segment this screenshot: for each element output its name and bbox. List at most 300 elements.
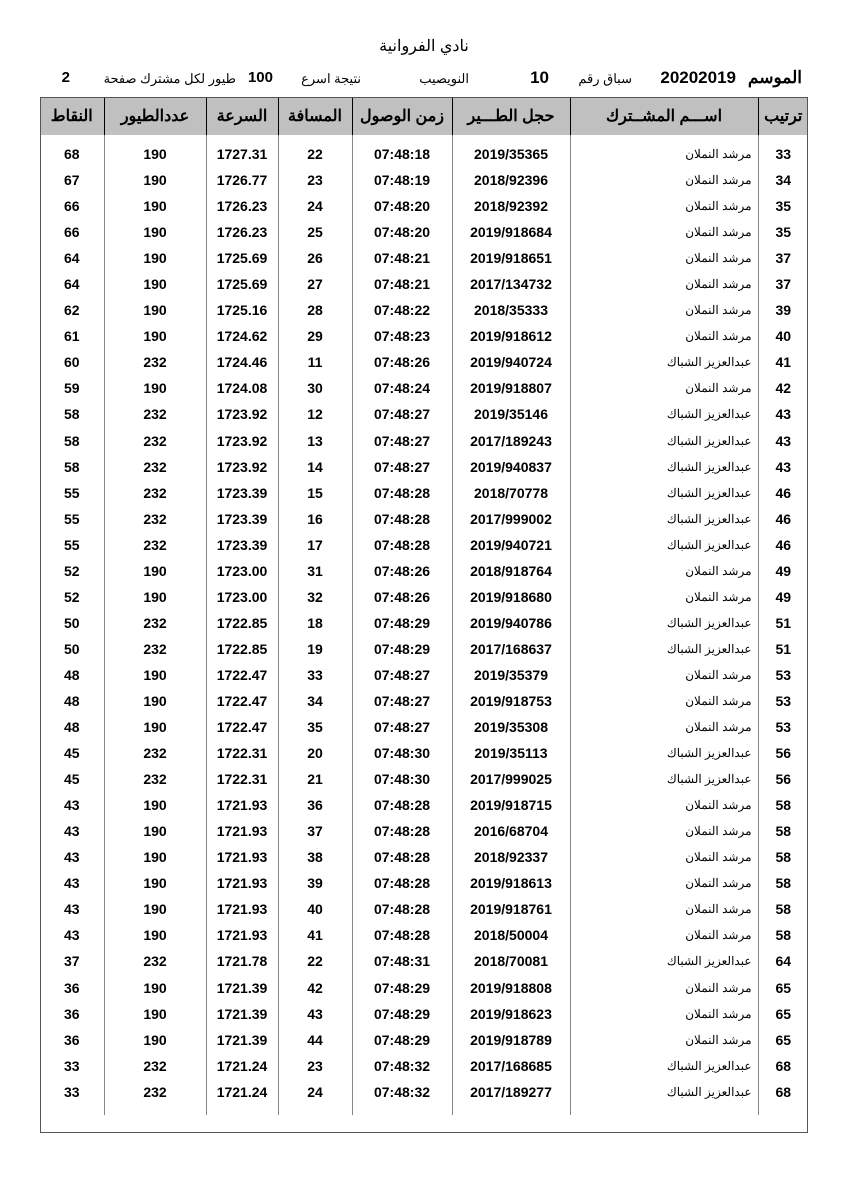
cell-rank: 58 [758,922,808,948]
cell-member: عبدالعزيز الشباك [570,610,758,636]
cell-distance: 16 [278,506,352,532]
cell-birds: 232 [104,1053,206,1079]
cell-rank: 39 [758,297,808,323]
cell-rank: 58 [758,844,808,870]
cell-distance: 40 [278,896,352,922]
cell-arrival: 07:48:18 [352,141,452,167]
cell-birds: 232 [104,428,206,454]
table-row [40,714,808,740]
cell-points: 36 [63,1005,80,1022]
cell-speed: 1721.24 [206,1079,278,1105]
cell-member: عبدالعزيز الشباك [570,506,758,532]
cell-member: عبدالعزيز الشباك [570,401,758,427]
cell-arrival: 07:48:30 [352,766,452,792]
col-ring-header: حجل الطـــير [452,97,570,135]
cell-distance: 36 [278,792,352,818]
table-row [40,141,808,167]
cell-speed: 1721.39 [206,975,278,1001]
cell-member: مرشد النملان [570,662,758,688]
cell-rank: 43 [758,401,808,427]
cell-points: 33 [63,1083,80,1100]
cell-birds: 232 [104,454,206,480]
cell-rank: 68 [758,1053,808,1079]
cell-distance: 24 [278,193,352,219]
cell-points: 43 [63,927,80,944]
cell-arrival: 07:48:23 [352,323,452,349]
cell-ring: 2019/918684 [452,219,570,245]
cell-birds: 190 [104,141,206,167]
cell-speed: 1723.39 [206,506,278,532]
cell-member: مرشد النملان [570,584,758,610]
cell-points: 48 [63,693,80,709]
cell-rank: 58 [758,896,808,922]
table-row [40,636,808,662]
cell-speed: 1721.93 [206,870,278,896]
cell-birds: 232 [104,401,206,427]
cell-points: 68 [63,146,80,163]
cell-arrival: 07:48:21 [352,271,452,297]
cell-speed: 1721.24 [206,1053,278,1079]
table-row [40,245,808,271]
col-member-header: اســـم المشــترك [570,97,758,135]
cell-ring: 2019/918807 [452,375,570,401]
cell-member: عبدالعزيز الشباك [570,428,758,454]
cell-ring: 2019/918761 [452,896,570,922]
cell-rank: 41 [758,349,808,375]
cell-arrival: 07:48:27 [352,401,452,427]
cell-ring: 2019/918613 [452,870,570,896]
cell-rank: 43 [758,454,808,480]
cell-points: 43 [63,849,80,866]
cell-distance: 44 [278,1027,352,1053]
cell-birds: 190 [104,193,206,219]
race-info-line [0,68,848,92]
cell-member: مرشد النملان [570,219,758,245]
cell-rank: 37 [758,245,808,271]
cell-arrival: 07:48:28 [352,506,452,532]
cell-member: مرشد النملان [570,818,758,844]
cell-speed: 1721.93 [206,922,278,948]
cell-points: 58 [63,458,80,475]
cell-birds: 190 [104,245,206,271]
cell-rank: 42 [758,375,808,401]
table-row [40,349,808,375]
table-row [40,948,808,974]
cell-speed: 1723.39 [206,532,278,558]
cell-member: مرشد النملان [570,245,758,271]
col-points-header: النقاط [40,97,104,135]
cell-speed: 1722.31 [206,766,278,792]
cell-speed: 1725.69 [206,271,278,297]
cell-points: 55 [63,536,80,553]
cell-ring: 2018/92337 [452,844,570,870]
fastest-label: نتيجة اسرع [301,71,361,86]
cell-speed: 1721.93 [206,818,278,844]
cell-ring: 2017/168637 [452,636,570,662]
cell-arrival: 07:48:28 [352,870,452,896]
cell-member: مرشد النملان [570,1001,758,1027]
cell-distance: 24 [278,1079,352,1105]
cell-rank: 49 [758,584,808,610]
season-value: 20202019 [660,68,736,87]
cell-distance: 13 [278,428,352,454]
cell-ring: 2019/35365 [452,141,570,167]
table-row [40,1079,808,1105]
cell-distance: 23 [278,1053,352,1079]
table-row [40,870,808,896]
table-row [40,584,808,610]
cell-arrival: 07:48:28 [352,480,452,506]
cell-points: 59 [63,380,80,397]
table-row [40,454,808,480]
cell-speed: 1725.16 [206,297,278,323]
table-row [40,219,808,245]
cell-speed: 1725.69 [206,245,278,271]
cell-distance: 39 [278,870,352,896]
cell-points: 50 [63,614,80,631]
cell-member: مرشد النملان [570,375,758,401]
cell-arrival: 07:48:26 [352,584,452,610]
cell-arrival: 07:48:30 [352,740,452,766]
cell-points: 52 [63,562,80,579]
cell-points: 36 [63,1031,80,1048]
table-row [40,818,808,844]
table-header-row [40,97,808,135]
cell-arrival: 07:48:27 [352,454,452,480]
cell-distance: 34 [278,688,352,714]
cell-ring: 2019/35113 [452,740,570,766]
cell-points: 67 [63,172,80,189]
results-table [40,97,808,1115]
cell-points: 61 [63,328,80,345]
table-row [40,193,808,219]
cell-rank: 40 [758,323,808,349]
cell-rank: 53 [758,662,808,688]
cell-points: 45 [63,745,80,762]
cell-rank: 53 [758,688,808,714]
cell-birds: 190 [104,375,206,401]
table-row [40,532,808,558]
cell-ring: 2017/168685 [452,1053,570,1079]
cell-distance: 33 [278,662,352,688]
cell-distance: 23 [278,167,352,193]
table-row [40,558,808,584]
cell-birds: 190 [104,219,206,245]
cell-rank: 49 [758,558,808,584]
cell-rank: 58 [758,818,808,844]
table-row [40,375,808,401]
table-row [40,401,808,427]
cell-member: عبدالعزيز الشباك [570,349,758,375]
cell-rank: 46 [758,506,808,532]
cell-member: مرشد النملان [570,688,758,714]
col-arrival-header: زمن الوصول [352,97,452,135]
cell-distance: 15 [278,480,352,506]
cell-ring: 2019/940786 [452,610,570,636]
cell-arrival: 07:48:29 [352,1001,452,1027]
cell-member: مرشد النملان [570,558,758,584]
cell-member: مرشد النملان [570,792,758,818]
cell-speed: 1722.85 [206,636,278,662]
cell-speed: 1721.39 [206,1027,278,1053]
cell-arrival: 07:48:29 [352,636,452,662]
cell-arrival: 07:48:27 [352,662,452,688]
cell-birds: 190 [104,844,206,870]
cell-points: 43 [63,875,80,892]
table-end-row [40,1105,808,1115]
cell-ring: 2019/918808 [452,975,570,1001]
cell-arrival: 07:48:26 [352,558,452,584]
end-cell [278,1105,352,1115]
col-distance-header: المسافة [278,97,352,135]
fastest-count: 100 [247,69,273,86]
cell-birds: 190 [104,297,206,323]
cell-speed: 1723.39 [206,480,278,506]
cell-birds: 190 [104,714,206,740]
cell-distance: 26 [278,245,352,271]
cell-points: 62 [63,302,80,319]
table-row [40,610,808,636]
cell-birds: 232 [104,506,206,532]
table-row [40,1053,808,1079]
cell-rank: 43 [758,428,808,454]
cell-points: 50 [63,640,80,657]
cell-speed: 1724.62 [206,323,278,349]
cell-rank: 35 [758,193,808,219]
cell-points: 45 [63,771,80,788]
cell-distance: 38 [278,844,352,870]
cell-member: عبدالعزيز الشباك [570,766,758,792]
end-cell [570,1105,758,1115]
cell-speed: 1724.08 [206,375,278,401]
cell-ring: 2019/918753 [452,688,570,714]
cell-rank: 37 [758,271,808,297]
cell-ring: 2019/918623 [452,1001,570,1027]
table-row [40,167,808,193]
cell-arrival: 07:48:32 [352,1053,452,1079]
col-rank-header: ترتيب [758,97,808,135]
cell-distance: 27 [278,271,352,297]
cell-distance: 29 [278,323,352,349]
cell-birds: 190 [104,662,206,688]
cell-birds: 190 [104,818,206,844]
cell-birds: 190 [104,323,206,349]
cell-member: مرشد النملان [570,193,758,219]
table-row [40,662,808,688]
end-cell [40,1105,104,1115]
cell-ring: 2017/999025 [452,766,570,792]
cell-member: مرشد النملان [570,1027,758,1053]
table-row [40,271,808,297]
cell-points: 64 [63,250,80,267]
cell-rank: 35 [758,219,808,245]
cell-member: عبدالعزيز الشباك [570,740,758,766]
cell-member: مرشد النملان [570,297,758,323]
end-cell [352,1105,452,1115]
cell-ring: 2017/134732 [452,271,570,297]
cell-speed: 1723.92 [206,454,278,480]
cell-rank: 64 [758,948,808,974]
cell-arrival: 07:48:29 [352,610,452,636]
cell-rank: 58 [758,792,808,818]
cell-distance: 20 [278,740,352,766]
cell-ring: 2018/92392 [452,193,570,219]
table-row [40,766,808,792]
cell-distance: 11 [278,349,352,375]
cell-member: عبدالعزيز الشباك [570,480,758,506]
cell-arrival: 07:48:28 [352,818,452,844]
cell-ring: 2018/70081 [452,948,570,974]
cell-points: 55 [63,484,80,501]
cell-distance: 17 [278,532,352,558]
cell-points: 36 [63,979,80,996]
cell-points: 64 [63,276,80,293]
end-cell [452,1105,570,1115]
cell-rank: 46 [758,532,808,558]
cell-rank: 51 [758,636,808,662]
cell-ring: 2018/50004 [452,922,570,948]
cell-speed: 1721.93 [206,896,278,922]
cell-speed: 1722.47 [206,662,278,688]
cell-points: 48 [63,666,80,683]
cell-rank: 58 [758,870,808,896]
cell-speed: 1723.00 [206,558,278,584]
cell-distance: 12 [278,401,352,427]
cell-speed: 1722.47 [206,714,278,740]
cell-points: 58 [63,432,80,449]
race-label: سباق رقم [578,71,632,86]
cell-points: 52 [63,588,80,605]
cell-rank: 65 [758,1001,808,1027]
club-title: نادي الفروانية [379,38,469,55]
cell-rank: 56 [758,740,808,766]
cell-points: 60 [63,354,80,371]
cell-birds: 232 [104,740,206,766]
cell-distance: 18 [278,610,352,636]
per-member-label: طيور لكل مشترك صفحة [103,71,236,86]
cell-member: عبدالعزيز الشباك [570,454,758,480]
category: النويصيب [419,71,469,86]
table-row [40,506,808,532]
cell-rank: 46 [758,480,808,506]
cell-arrival: 07:48:28 [352,792,452,818]
cell-ring: 2016/68704 [452,818,570,844]
cell-member: مرشد النملان [570,896,758,922]
cell-distance: 30 [278,375,352,401]
cell-birds: 190 [104,584,206,610]
cell-points: 43 [63,901,80,918]
cell-points: 55 [63,510,80,527]
cell-distance: 19 [278,636,352,662]
cell-arrival: 07:48:26 [352,349,452,375]
table-row [40,1027,808,1053]
cell-speed: 1722.47 [206,688,278,714]
cell-points: 66 [63,224,80,241]
cell-arrival: 07:48:32 [352,1079,452,1105]
table-row [40,792,808,818]
cell-arrival: 07:48:31 [352,948,452,974]
cell-ring: 2019/35379 [452,662,570,688]
cell-ring: 2018/70778 [452,480,570,506]
table-row [40,922,808,948]
cell-member: مرشد النملان [570,922,758,948]
cell-speed: 1727.31 [206,141,278,167]
cell-ring: 2018/918764 [452,558,570,584]
cell-birds: 232 [104,480,206,506]
cell-member: مرشد النملان [570,975,758,1001]
cell-member: عبدالعزيز الشباك [570,1079,758,1105]
cell-speed: 1721.93 [206,792,278,818]
cell-points: 43 [63,797,80,814]
cell-ring: 2019/918715 [452,792,570,818]
cell-distance: 14 [278,454,352,480]
cell-points: 43 [63,823,80,840]
col-birds-header: عددالطيور [104,97,206,135]
cell-ring: 2019/918789 [452,1027,570,1053]
cell-distance: 22 [278,948,352,974]
cell-points: 37 [63,953,80,970]
cell-distance: 41 [278,922,352,948]
cell-ring: 2017/999002 [452,506,570,532]
cell-distance: 28 [278,297,352,323]
cell-speed: 1721.93 [206,844,278,870]
table-row [40,688,808,714]
cell-distance: 31 [278,558,352,584]
cell-birds: 190 [104,870,206,896]
cell-member: عبدالعزيز الشباك [570,948,758,974]
end-cell [758,1105,808,1115]
cell-ring: 2019/918680 [452,584,570,610]
cell-points: 66 [63,198,80,215]
cell-ring: 2019/35146 [452,401,570,427]
cell-birds: 232 [104,349,206,375]
table-row [40,975,808,1001]
cell-member: عبدالعزيز الشباك [570,1053,758,1079]
cell-rank: 33 [758,141,808,167]
cell-birds: 190 [104,975,206,1001]
cell-member: مرشد النملان [570,323,758,349]
cell-speed: 1726.77 [206,167,278,193]
cell-arrival: 07:48:29 [352,1027,452,1053]
cell-birds: 190 [104,167,206,193]
cell-member: مرشد النملان [570,167,758,193]
cell-member: مرشد النملان [570,141,758,167]
cell-arrival: 07:48:28 [352,844,452,870]
cell-speed: 1726.23 [206,193,278,219]
cell-member: مرشد النملان [570,870,758,896]
cell-member: مرشد النملان [570,271,758,297]
cell-birds: 232 [104,1079,206,1105]
cell-arrival: 07:48:27 [352,688,452,714]
cell-member: مرشد النملان [570,714,758,740]
col-speed-header: السرعة [206,97,278,135]
cell-arrival: 07:48:24 [352,375,452,401]
cell-speed: 1721.39 [206,1001,278,1027]
cell-ring: 2017/189277 [452,1079,570,1105]
cell-distance: 22 [278,141,352,167]
cell-birds: 190 [104,688,206,714]
cell-ring: 2019/940721 [452,532,570,558]
cell-speed: 1722.31 [206,740,278,766]
cell-member: عبدالعزيز الشباك [570,636,758,662]
cell-points: 33 [63,1057,80,1074]
cell-arrival: 07:48:27 [352,714,452,740]
cell-ring: 2018/35333 [452,297,570,323]
cell-birds: 190 [104,792,206,818]
cell-rank: 34 [758,167,808,193]
cell-ring: 2019/918651 [452,245,570,271]
cell-rank: 53 [758,714,808,740]
